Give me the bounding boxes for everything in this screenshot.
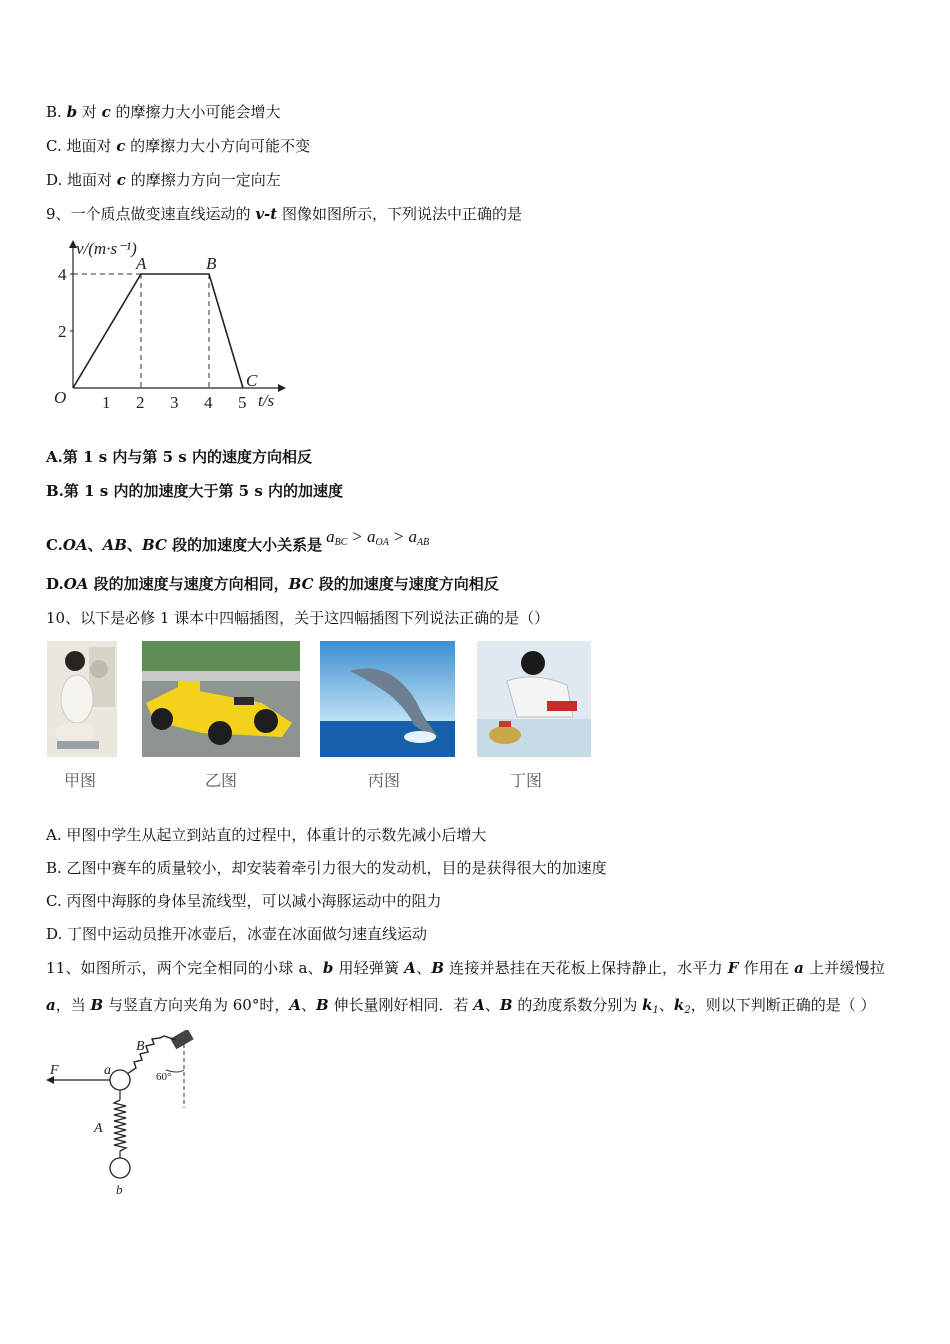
- angle-label: 60°: [156, 1071, 172, 1083]
- q9-option-c: C.OA、AB、BC 段的加速度大小关系是 $a_{BC} > a_{OA} > a_{AB}$: [46, 527, 430, 554]
- xtick-2: 2: [136, 393, 145, 412]
- xtick-3: 3: [170, 393, 179, 412]
- caption-bing: 丙图: [368, 771, 401, 790]
- q10-option-a: A. 甲图中学生从起立到站直的过程中，体重计的示数先减小后增大: [46, 826, 487, 844]
- spring-b-label: B: [136, 1039, 145, 1054]
- acceleration-inequality: $a_{BC} > a_{OA} > a_{AB}$: [326, 527, 430, 548]
- dolphin-illustration: [320, 641, 455, 757]
- q11-spring-diagram: [44, 1030, 204, 1200]
- force-f-label: F: [50, 1063, 59, 1078]
- xtick-1: 1: [102, 393, 111, 412]
- q8-option-b: B. b 对 c 的摩擦力大小可能会增大: [46, 103, 281, 121]
- y-axis-label: v/(m·s⁻¹): [76, 239, 137, 258]
- vt-curve: [73, 274, 243, 388]
- point-a-label: A: [136, 254, 147, 273]
- caption-yi: 乙图: [205, 771, 238, 790]
- ytick-4: 4: [58, 265, 67, 284]
- photo-yi: [142, 641, 300, 757]
- q10-option-b: B. 乙图中赛车的质量较小，却安装着牵引力很大的发动机，目的是获得很大的加速度: [46, 859, 607, 877]
- q8-option-c: C. 地面对 c 的摩擦力大小方向可能不变: [46, 137, 311, 155]
- x-axis-label: t/s: [258, 391, 275, 410]
- xtick-5: 5: [238, 393, 247, 412]
- caption-jia: 甲图: [64, 771, 97, 790]
- point-c-label: C: [246, 371, 258, 390]
- student-on-scale-illustration: [47, 641, 117, 757]
- q10-stem: 10、以下是必修 1 课本中四幅插图，关于这四幅插图下列说法正确的是（）: [46, 609, 550, 627]
- q10-option-c: C. 丙图中海豚的身体呈流线型，可以减小海豚运动中的阻力: [46, 892, 442, 910]
- curling-illustration: [477, 641, 591, 757]
- q9-vt-graph: [46, 238, 286, 416]
- spring-a: [114, 1100, 126, 1151]
- ball-b: [110, 1158, 130, 1178]
- q11-stem-line1: 11、如图所示，两个完全相同的小球 a、b 用轻弹簧 A、B 连接并悬挂在天花板上保持静止，水平力 F 作用在 a 上并缓慢拉: [46, 959, 886, 977]
- ytick-2: 2: [58, 322, 67, 341]
- race-car-illustration: [142, 641, 300, 757]
- photo-bing: [320, 641, 455, 757]
- ball-a-label: a: [104, 1063, 111, 1078]
- q9-stem: 9、一个质点做变速直线运动的 v-t 图像如图所示，下列说法中正确的是: [46, 205, 522, 223]
- photo-ding: [477, 641, 591, 757]
- xtick-4: 4: [204, 393, 213, 412]
- ball-b-label: b: [116, 1182, 123, 1197]
- q8-option-d: D. 地面对 c 的摩擦力方向一定向左: [46, 171, 281, 189]
- q9-option-a: A.第 1 s 内与第 5 s 内的速度方向相反: [46, 448, 312, 466]
- ball-a: [110, 1070, 130, 1090]
- caption-ding: 丁图: [510, 771, 543, 790]
- q9-option-d: D.OA 段的加速度与速度方向相同，BC 段的加速度与速度方向相反: [46, 575, 499, 593]
- photo-jia: [47, 641, 117, 757]
- q11-stem-line2: a，当 B 与竖直方向夹角为 60°时，A、B 伸长量刚好相同．若 A、B 的劲度系数分别为 $k_1$、$k_2$，则以下判断正确的是（ ）: [46, 996, 876, 1016]
- q10-option-d: D. 丁图中运动员推开冰壶后，冰壶在冰面做匀速直线运动: [46, 925, 428, 943]
- spring-a-label: A: [94, 1121, 103, 1136]
- origin-label: O: [54, 388, 67, 407]
- x-axis-arrow: [278, 384, 286, 392]
- point-b-label: B: [206, 254, 217, 273]
- q9-option-b: B.第 1 s 内的加速度大于第 5 s 内的加速度: [46, 482, 343, 500]
